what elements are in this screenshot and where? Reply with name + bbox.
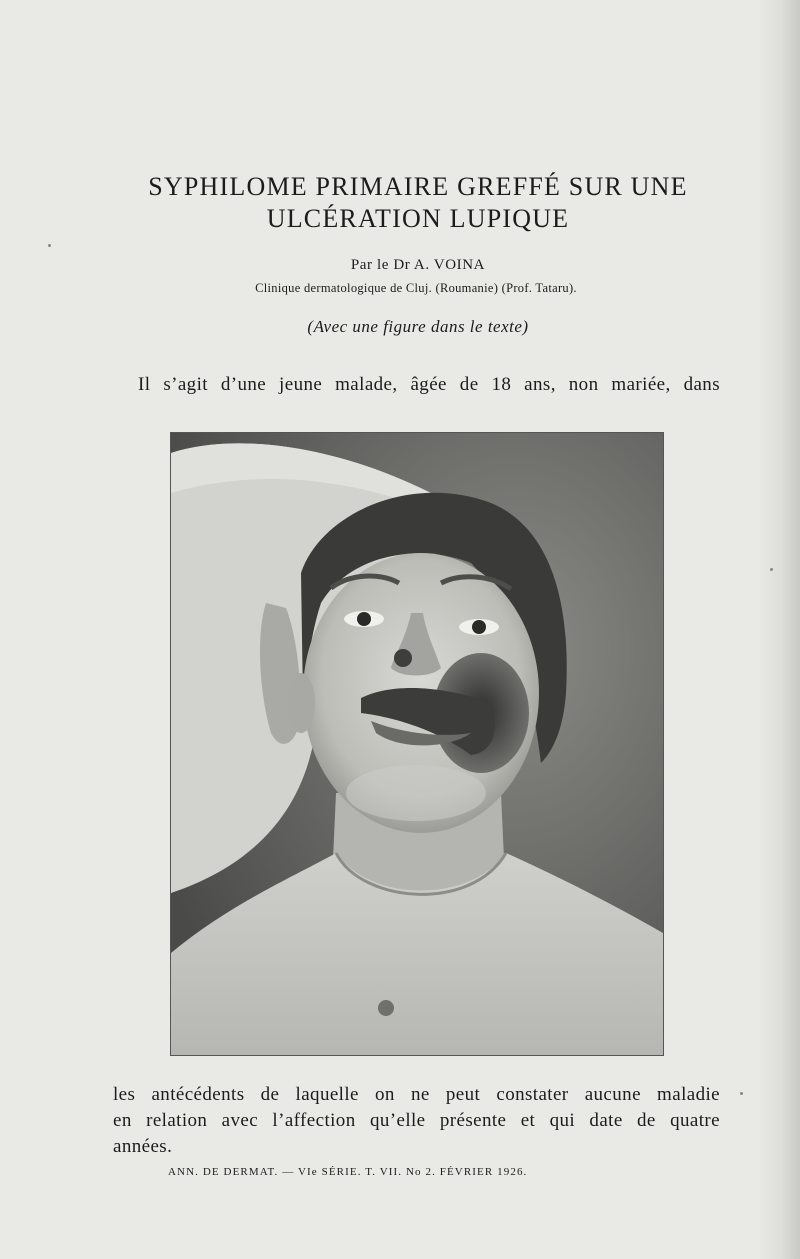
margin-speck bbox=[48, 244, 51, 247]
article-title-line-1: SYPHILOME PRIMAIRE GREFFÉ SUR UNE bbox=[148, 172, 688, 201]
figure-note: (Avec une figure dans le texte) bbox=[307, 317, 529, 336]
margin-speck bbox=[770, 568, 773, 571]
body-text-line: les antécédents de laquelle on ne peut constater aucune maladie bbox=[113, 1084, 720, 1105]
journal-citation-footer: ANN. DE DERMAT. — VIe SÉRIE. T. VII. No 2. FÉVRIER 1926. bbox=[168, 1166, 528, 1178]
photograph-illustration bbox=[171, 433, 663, 1055]
author-byline: Par le Dr A. VOINA bbox=[350, 257, 486, 273]
body-text-line: années. bbox=[113, 1136, 173, 1157]
article-title-line-2: ULCÉRATION LUPIQUE bbox=[266, 204, 570, 233]
body-text-line: Il s’agit d’une jeune malade, âgée de 18 ans, non mariée, dans bbox=[138, 374, 720, 395]
margin-speck bbox=[740, 1092, 743, 1095]
patient-photograph bbox=[170, 432, 664, 1056]
author-affiliation: Clinique dermatologique de Cluj. (Roumanie) (Prof. Tataru). bbox=[255, 281, 577, 295]
body-text-line: en relation avec l’affection qu’elle présente et qui date de quatre bbox=[113, 1110, 720, 1131]
